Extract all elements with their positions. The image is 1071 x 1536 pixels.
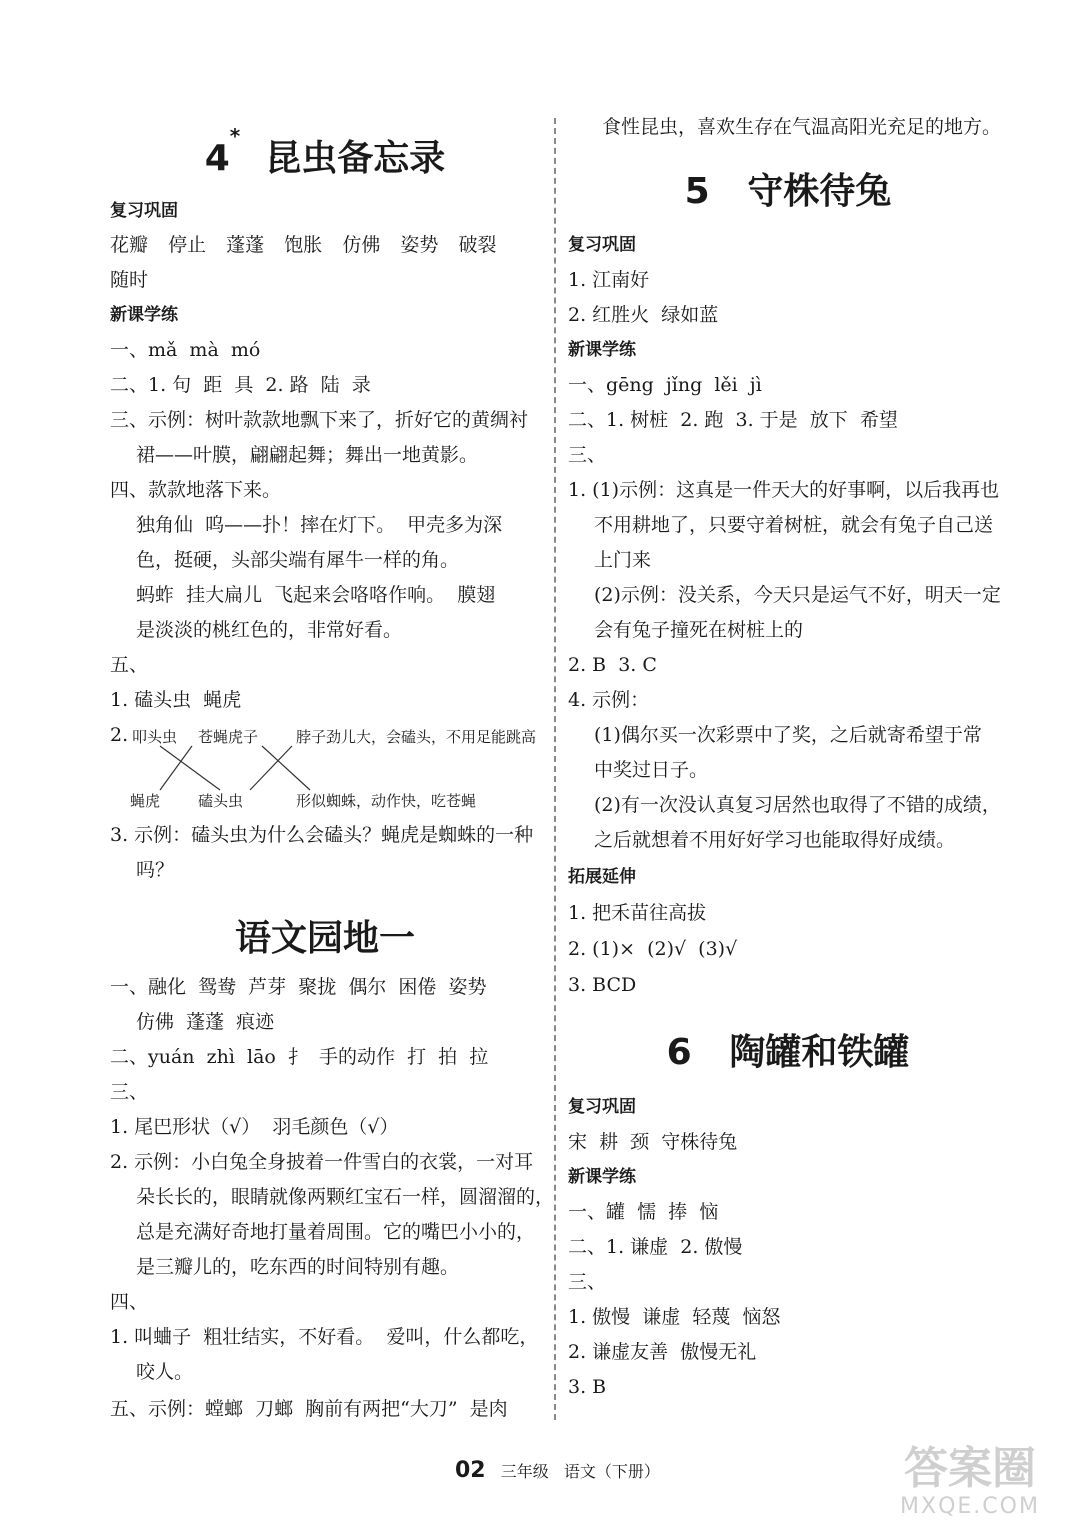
answer-line: 宋 耕 颈 守株待兔 bbox=[568, 1131, 738, 1153]
answer-line: 吗？ bbox=[136, 859, 175, 881]
answer-line: 2. 示例：小白兔全身披着一件雪白的衣裳，一对耳 bbox=[110, 1151, 534, 1173]
answer-line: 2. (1)× (2)√ (3)√ bbox=[568, 938, 738, 960]
match-top-1: 叩头虫 bbox=[132, 728, 178, 746]
match-line bbox=[160, 746, 192, 790]
answer-line: 二、1. 句 距 具 2. 路 陆 录 bbox=[110, 374, 371, 396]
answer-line: 五、 bbox=[110, 654, 149, 676]
answer-line: (2)有一次没认真复习居然也取得了不错的成绩， bbox=[594, 794, 1001, 816]
answer-line: 会有兔子撞死在树桩上的 bbox=[594, 619, 804, 641]
grade-label: 三年级 bbox=[500, 1462, 549, 1481]
garden-title: 语文园地一 bbox=[234, 918, 415, 959]
match-top-3: 脖子劲儿大，会磕头，不用足能跳高 bbox=[296, 728, 537, 746]
lesson-5-title bbox=[568, 163, 1008, 214]
lesson-name: 陶罐和铁罐 bbox=[729, 1032, 910, 1073]
lesson-number: 4 bbox=[204, 138, 230, 179]
page-number: 02 bbox=[455, 1458, 486, 1483]
lesson-name: 守株待兔 bbox=[747, 171, 892, 212]
subject-label: 语文（下册） bbox=[563, 1462, 660, 1481]
answer-line: 4. 示例： bbox=[568, 689, 650, 711]
answer-line: 一、罐 懦 捧 恼 bbox=[568, 1201, 719, 1223]
answer-line: 1. 磕头虫 蝇虎 bbox=[110, 689, 242, 711]
answer-line: 四、款款地落下来。 bbox=[110, 479, 282, 501]
answer-line: 三、 bbox=[568, 444, 607, 466]
answer-line: 总是充满好奇地打量着周围。它的嘴巴小小的， bbox=[136, 1221, 536, 1243]
match-bottom-2: 磕头虫 bbox=[198, 792, 244, 810]
answer-line: 二、yuán zhì lāo 扌 手的动作 打 拍 拉 bbox=[110, 1046, 489, 1068]
lesson-number: 5 bbox=[684, 171, 710, 212]
lesson-name: 昆虫备忘录 bbox=[265, 138, 446, 179]
answer-line: 咬人。 bbox=[136, 1361, 194, 1383]
watermark-text: 答案圈 bbox=[904, 1443, 1036, 1494]
watermark-logo bbox=[885, 1444, 1055, 1524]
review-heading: 复习巩固 bbox=[110, 201, 178, 221]
answer-line: 一、融化 鸳鸯 芦芽 聚拢 偶尔 困倦 姿势 bbox=[110, 976, 487, 998]
matching-diagram bbox=[110, 718, 540, 810]
extension-heading: 拓展延伸 bbox=[568, 867, 636, 887]
answer-line: 3. BCD bbox=[568, 974, 637, 996]
answer-line: 1. 尾巴形状（√） 羽毛颜色（√） bbox=[110, 1116, 399, 1138]
answer-line: 是三瓣儿的，吃东西的时间特别有趣。 bbox=[136, 1256, 460, 1278]
answer-line: (1)偶尔买一次彩票中了奖，之后就寄希望于常 bbox=[594, 724, 982, 746]
answer-line: 2. B 3. C bbox=[568, 654, 657, 676]
new-lesson-heading: 新课学练 bbox=[568, 1167, 636, 1187]
answer-line: (2)示例：没关系，今天只是运气不好，明天一定 bbox=[594, 584, 1001, 606]
answer-line: 1. 傲慢 谦虚 轻蔑 恼怒 bbox=[568, 1306, 781, 1328]
match-top-2: 苍蝇虎子 bbox=[198, 728, 259, 746]
review-heading: 复习巩固 bbox=[568, 235, 636, 255]
answer-line: 三、 bbox=[110, 1081, 149, 1103]
match-bottom-1: 蝇虎 bbox=[130, 792, 161, 810]
answer-line: 三、示例：树叶款款地飘下来了，折好它的黄绸衬 bbox=[110, 409, 529, 431]
answer-line: 1. 把禾苗往高拔 bbox=[568, 902, 707, 924]
answer-line: 裙——叶膜，翩翩起舞；舞出一地黄影。 bbox=[136, 444, 479, 466]
new-lesson-heading: 新课学练 bbox=[568, 340, 636, 360]
answer-line: 独角仙 呜——扑！摔在灯下。 甲壳多为深 bbox=[136, 514, 503, 536]
match-line bbox=[160, 746, 220, 790]
answer-line: 一、mǎ mà mó bbox=[110, 339, 261, 361]
answer-line: 是淡淡的桃红色的，非常好看。 bbox=[136, 619, 403, 641]
lesson-6-title bbox=[568, 1024, 1008, 1075]
optional-star: * bbox=[229, 124, 241, 148]
answer-line: 1. 江南好 bbox=[568, 269, 650, 291]
watermark-url: MXQE.COM bbox=[900, 1494, 1040, 1519]
answer-line: 中奖过日子。 bbox=[594, 759, 709, 781]
answer-line: 朵长长的，眼睛就像两颗红宝石一样，圆溜溜的， bbox=[136, 1186, 555, 1208]
answer-line: 之后就想着不用好好学习也能取得好成绩。 bbox=[594, 829, 956, 851]
column-divider bbox=[554, 118, 556, 1420]
match-bottom-3: 形似蜘蛛，动作快，吃苍蝇 bbox=[296, 792, 477, 810]
lesson-number: 6 bbox=[666, 1032, 692, 1073]
answer-line: 花瓣 停止 蓬蓬 饱胀 仿佛 姿势 破裂 bbox=[110, 234, 497, 256]
answer-line: 二、1. 树桩 2. 跑 3. 于是 放下 希望 bbox=[568, 409, 898, 431]
page-footer bbox=[455, 1458, 660, 1483]
answer-line: 1. 叫蛐子 粗壮结实，不好看。 爱叫，什么都吃， bbox=[110, 1326, 539, 1348]
answer-line: 三、 bbox=[568, 1271, 607, 1293]
answer-line: 食性昆虫，喜欢生存在气温高阳光充足的地方。 bbox=[602, 116, 1002, 138]
answer-line: 色，挺硬，头部尖端有犀牛一样的角。 bbox=[136, 549, 460, 571]
new-lesson-heading: 新课学练 bbox=[110, 305, 178, 325]
answer-line: 五、示例：螳螂 刀螂 胸前有两把“大刀” 是肉 bbox=[110, 1398, 508, 1420]
answer-line: 2. 红胜火 绿如蓝 bbox=[568, 304, 719, 326]
answer-line: 3. B bbox=[568, 1376, 607, 1398]
matching-lines bbox=[110, 718, 540, 818]
answer-line: 3. 示例：磕头虫为什么会磕头？蝇虎是蜘蛛的一种 bbox=[110, 824, 534, 846]
answer-line: 一、gēng jǐng lěi jì bbox=[568, 374, 762, 396]
answer-line: 2. 谦虚友善 傲慢无礼 bbox=[568, 1341, 757, 1363]
answer-line: 二、1. 谦虚 2. 傲慢 bbox=[568, 1236, 743, 1258]
answer-line: 上门来 bbox=[594, 549, 652, 571]
answer-line: 四、 bbox=[110, 1291, 149, 1313]
answer-line: 随时 bbox=[110, 269, 149, 291]
answer-line: 仿佛 蓬蓬 痕迹 bbox=[136, 1011, 275, 1033]
answer-number: 2. bbox=[110, 724, 129, 746]
answer-line: 蚂蚱 挂大扁儿 飞起来会咯咯作响。 膜翅 bbox=[136, 584, 496, 606]
review-heading: 复习巩固 bbox=[568, 1097, 636, 1117]
answer-line: 1. (1)示例：这真是一件天大的好事啊，以后我再也 bbox=[568, 479, 1000, 501]
lesson-4-title bbox=[110, 124, 540, 181]
answer-line: 不用耕地了，只要守着树桩，就会有兔子自己送 bbox=[594, 514, 994, 536]
